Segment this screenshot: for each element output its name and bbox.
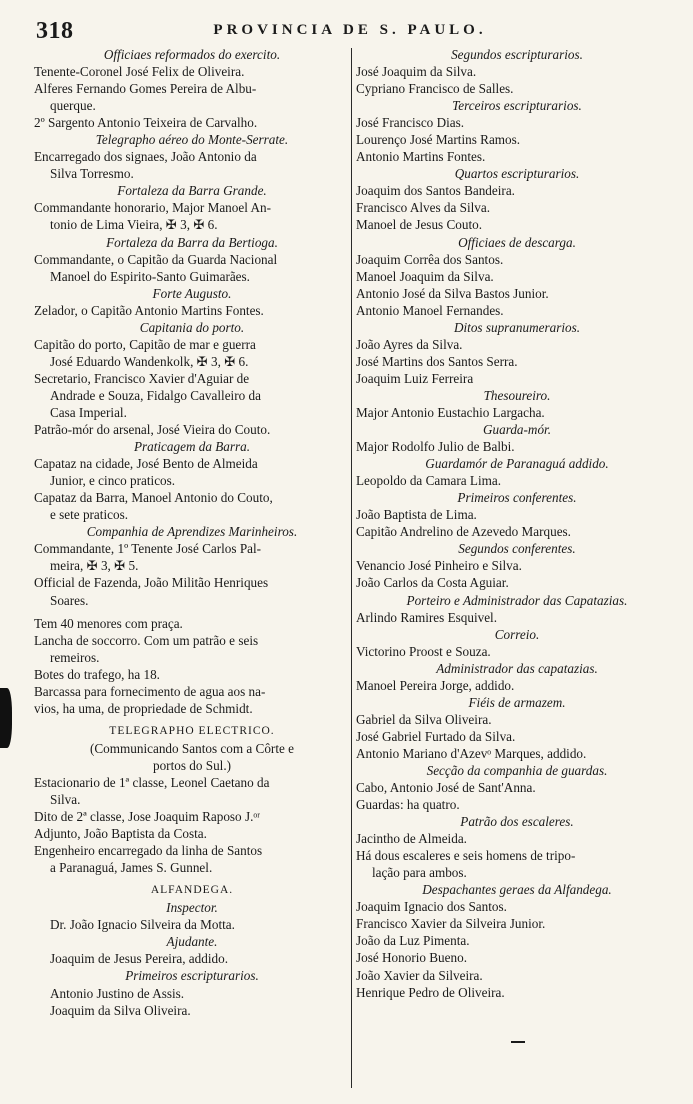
text-line-continuation: José Eduardo Wandenkolk, ✠ 3, ✠ 6. [50, 353, 249, 369]
text-line-continuation: Casa Imperial. [50, 404, 127, 420]
text-line: Gabriel da Silva Oliveira. [356, 711, 492, 727]
text-line: Secretario, Francisco Xavier d'Aguiar de [34, 370, 250, 386]
section-heading: Ditos supranumerarios. [453, 319, 581, 335]
running-head: PROVINCIA DE S. PAULO. [213, 22, 487, 38]
section-heading: Quartos escripturarios. [454, 166, 580, 182]
text-line: João Carlos da Costa Aguiar. [356, 575, 509, 591]
section-heading: Officiaes de descarga. [458, 234, 576, 250]
section-heading: Thesoureiro. [483, 387, 551, 403]
text-line: Joaquim dos Santos Bandeira. [356, 183, 515, 199]
text-line: João Ayres da Silva. [356, 336, 463, 352]
text-line-continuation: Dr. João Ignacio Silveira da Motta. [50, 917, 235, 933]
section-heading: Guardamór de Paranaguá addido. [425, 456, 609, 472]
section-heading: Fortaleza da Barra da Bertioga. [106, 234, 278, 250]
text-line: Antonio José da Silva Bastos Junior. [356, 285, 549, 301]
text-line: Capataz da Barra, Manoel Antonio do Couto, [34, 490, 273, 506]
text-line: José Honorio Bueno. [356, 950, 467, 966]
text-line: Dito de 2ª classe, Jose Joaquim Raposo J.ᵒʳ [34, 809, 261, 825]
text-line: Guardas: ha quatro. [356, 797, 460, 813]
section-heading: Porteiro e Administrador das Capatazias. [406, 592, 628, 608]
section-heading: Segundos conferentes. [458, 541, 576, 557]
text-line: Venancio José Pinheiro e Silva. [356, 558, 522, 574]
section-title: ALFANDEGA. [150, 884, 234, 897]
text-line: 2º Sargento Antonio Teixeira de Carvalho. [34, 115, 258, 131]
column-divider [351, 48, 352, 1088]
section-heading: Segundos escripturarios. [451, 47, 583, 62]
text-line: Commandante, 1º Tenente José Carlos Pal- [34, 541, 262, 557]
section-heading: Correio. [494, 626, 540, 642]
text-line-continuation: lação para ambos. [372, 865, 467, 881]
text-line: Lourenço José Martins Ramos. [356, 132, 521, 148]
section-heading: Fiéis de armazem. [468, 694, 566, 710]
text-line-continuation: Joaquim de Jesus Pereira, addido. [50, 951, 228, 967]
section-heading: Forte Augusto. [152, 285, 232, 301]
text-line: Capitão Andrelino de Azevedo Marques. [356, 524, 571, 540]
text-line: José Gabriel Furtado da Silva. [356, 728, 516, 744]
section-heading: Inspector. [166, 900, 218, 916]
section-heading: Praticagem da Barra. [133, 439, 251, 455]
text-line: Leopoldo da Camara Lima. [356, 473, 502, 489]
text-line: Há dous escaleres e seis homens de tripo- [356, 848, 576, 864]
text-line: José Martins dos Santos Serra. [356, 353, 518, 369]
text-line: Official de Fazenda, João Militão Henriques [34, 575, 269, 591]
text-line: Capataz na cidade, José Bento de Almeida [34, 456, 258, 472]
ink-blot [0, 688, 12, 748]
text-line: Commandante honorario, Major Manoel An- [34, 200, 271, 216]
text-line: João da Luz Pimenta. [356, 933, 470, 949]
section-heading: Primeiros conferentes. [457, 490, 577, 506]
text-line: Patrão-mór do arsenal, José Vieira do Couto. [34, 422, 271, 438]
section-title: TELEGRAPHO ELECTRICO. [109, 724, 275, 737]
text-line: Major Rodolfo Julio de Balbi. [356, 439, 515, 455]
text-line-continuation: Manoel do Espirito-Santo Guimarães. [50, 268, 250, 284]
text-line-continuation: Joaquim da Silva Oliveira. [50, 1002, 191, 1018]
text-line-continuation: Antonio Justino de Assis. [50, 985, 185, 1001]
section-heading: Officiaes reformados do exercito. [103, 47, 281, 62]
centered-note: portos do Sul.) [152, 757, 232, 773]
text-line: Alferes Fernando Gomes Pereira de Albu- [34, 81, 257, 97]
text-line: Zelador, o Capitão Antonio Martins Fontes. [34, 302, 264, 318]
section-heading: Primeiros escripturarios. [125, 968, 259, 984]
text-line: Adjunto, João Baptista da Costa. [34, 826, 207, 842]
text-line-continuation: meira, ✠ 3, ✠ 5. [50, 558, 139, 574]
text-line: Manoel de Jesus Couto. [356, 217, 483, 233]
text-line: José Joaquim da Silva. [356, 64, 477, 80]
page-number: 318 [36, 18, 74, 44]
section-heading: Patrão dos escaleres. [460, 814, 574, 830]
text-line: Capitão do porto, Capitão de mar e guerra [34, 336, 256, 352]
text-line: Cabo, Antonio José de Sant'Anna. [356, 780, 536, 796]
text-line: João Baptista de Lima. [356, 507, 477, 523]
text-line-continuation: Soares. [50, 592, 89, 608]
text-line: Antonio Martins Fontes. [356, 149, 486, 165]
section-heading: Terceiros escripturarios. [452, 98, 582, 114]
text-line: Encarregado dos signaes, João Antonio da [34, 149, 257, 165]
text-line-continuation: querque. [50, 98, 96, 114]
text-line-continuation: tonio de Lima Vieira, ✠ 3, ✠ 6. [50, 217, 218, 233]
text-line: Arlindo Ramires Esquivel. [356, 609, 498, 625]
text-line: Lancha de soccorro. Com um patrão e seis [34, 632, 259, 648]
text-line: Francisco Xavier da Silveira Junior. [356, 916, 546, 932]
text-line-continuation: Andrade e Souza, Fidalgo Cavalleiro da [50, 387, 261, 403]
section-heading: Despachantes geraes da Alfandega. [422, 882, 612, 898]
text-line: Antonio Mariano d'Azevᵒ Marques, addido. [356, 745, 587, 761]
text-line: Francisco Alves da Silva. [356, 200, 491, 216]
text-line: Major Antonio Eustachio Largacha. [356, 404, 545, 420]
text-line: Joaquim Ignacio dos Santos. [356, 899, 507, 915]
text-line: Estacionario de 1ª classe, Leonel Caetano da [34, 774, 270, 790]
text-line: João Xavier da Silveira. [356, 967, 483, 983]
text-line: Barcassa para fornecimento de agua aos na- [34, 683, 266, 699]
text-line: Henrique Pedro de Oliveira. [356, 984, 505, 1000]
text-line-continuation: e sete praticos. [50, 507, 128, 523]
text-line-continuation: remeiros. [50, 649, 100, 665]
section-heading: Guarda-mór. [482, 422, 551, 438]
text-line: vios, ha uma, de propriedade de Schmidt. [34, 700, 253, 716]
text-line-continuation: Silva Torresmo. [50, 166, 134, 182]
section-heading: Fortaleza da Barra Grande. [117, 183, 267, 199]
text-line: Tenente-Coronel José Felix de Oliveira. [34, 64, 245, 80]
section-heading: Capitania do porto. [139, 319, 245, 335]
text-line-continuation: Junior, e cinco praticos. [50, 473, 176, 489]
text-line: Manoel Pereira Jorge, addido. [356, 677, 515, 693]
text-line: Joaquim Corrêa dos Santos. [356, 251, 504, 267]
text-line: Cypriano Francisco de Salles. [356, 81, 514, 97]
text-line: Joaquim Luiz Ferreira [356, 370, 474, 386]
text-line: Antonio Manoel Fernandes. [356, 302, 504, 318]
centered-note: (Communicando Santos com a Côrte e [89, 740, 294, 756]
text-line: Manoel Joaquim da Silva. [356, 268, 494, 284]
text-line: Tem 40 menores com praça. [34, 615, 183, 631]
section-heading: Ajudante. [166, 934, 218, 950]
right-column [356, 46, 678, 1001]
text-line-continuation: Silva. [50, 792, 81, 808]
section-heading: Companhia de Aprendizes Marinheiros. [86, 524, 298, 540]
text-line: José Francisco Dias. [356, 115, 465, 131]
text-line-continuation: a Paranaguá, James S. Gunnel. [50, 860, 213, 876]
text-line: Engenheiro encarregado da linha de Santos [34, 843, 263, 859]
section-heading: Administrador das capatazias. [436, 660, 598, 676]
text-line: Commandante, o Capitão da Guarda Nacional [34, 251, 278, 267]
section-heading: Telegrapho aéreo do Monte-Serrate. [95, 132, 289, 148]
left-column [34, 46, 350, 1019]
text-line: Jacintho de Almeida. [356, 831, 467, 847]
text-line: Botes do trafego, ha 18. [34, 666, 160, 682]
text-line: Victorino Proost e Souza. [356, 643, 491, 659]
section-heading: Secção da companhia de guardas. [426, 762, 608, 778]
end-dash [511, 1041, 525, 1043]
